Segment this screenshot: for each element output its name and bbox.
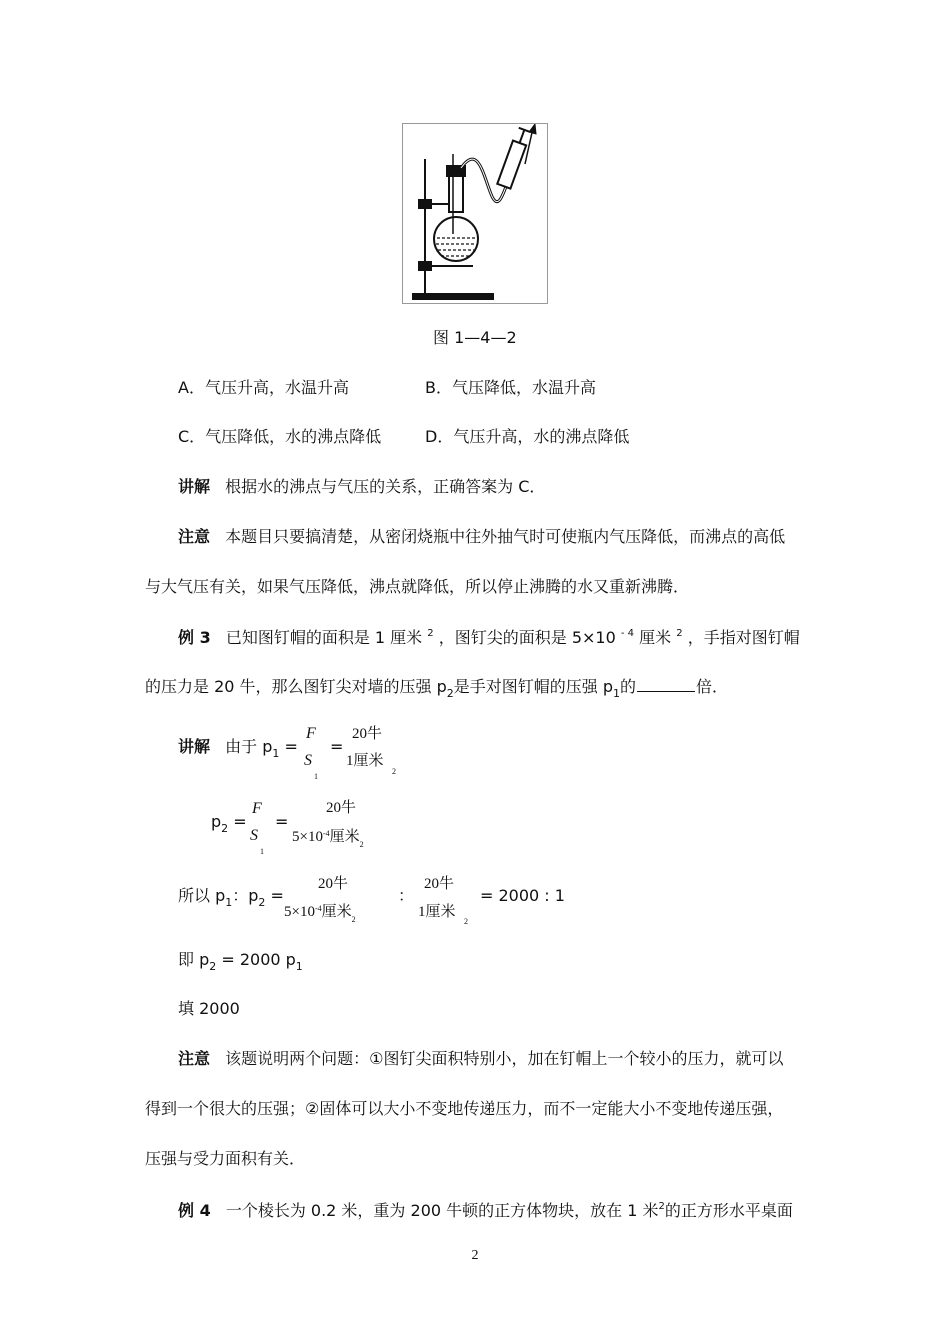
- den5-unit-3: 厘米: [321, 904, 352, 920]
- ratio-sub2: 2: [258, 896, 266, 909]
- p2-sub: 2: [221, 822, 229, 835]
- ratio-expr: [178, 886, 284, 908]
- ratio-sub1: 1: [225, 896, 233, 909]
- example3-label: 例 3: [178, 628, 211, 647]
- p1-prefix: 由于 p: [225, 737, 273, 756]
- frac-s-sub-2: 1: [260, 847, 264, 856]
- ex3-l2-c: 的: [620, 677, 637, 696]
- ex3-text-c: 厘米: [639, 628, 672, 647]
- explain-paragraph: [178, 477, 545, 497]
- ex3-text-d: ，手指对图钉帽: [687, 628, 800, 647]
- ex4-text-b: 的正方形水平桌面: [664, 1201, 793, 1220]
- frac-num-4: 20牛: [424, 876, 455, 892]
- note-line-1: 本题目只要搞清楚，从密闭烧瓶中往外抽气时可使瓶内气压降低，而沸点的高低: [225, 527, 786, 546]
- p2-var: p: [211, 812, 222, 831]
- p2-expr: [211, 812, 247, 834]
- figure-caption: 图 1—4—2: [433, 328, 517, 347]
- explain-p1: [178, 737, 298, 759]
- note2-label: 注意: [178, 1049, 211, 1068]
- frac-s-sub-1: 1: [314, 772, 318, 781]
- p1-sub: 1: [272, 747, 280, 760]
- ratio-result: = 2000 : 1: [480, 886, 565, 905]
- note2-paragraph: [178, 1049, 783, 1069]
- den5-exp-3: -4: [314, 904, 322, 913]
- frac-num-3: 20牛: [318, 876, 349, 892]
- note-line-2: 与大气压有关，如果气压降低，沸点就降低，所以停止沸腾的水又重新沸腾．: [145, 577, 690, 596]
- ex3-l2-b: 是手对图钉帽的压强 p: [453, 677, 614, 696]
- frac-den-1: 1厘米: [346, 753, 384, 769]
- so-sub2: 1: [295, 960, 303, 973]
- frac-den-4: 1厘米: [418, 904, 456, 920]
- example4-label: 例 4: [178, 1201, 211, 1220]
- answer-blank: [637, 677, 695, 692]
- den5-sub-3: 2: [351, 915, 356, 924]
- frac-num-2: 20牛: [326, 800, 357, 816]
- den5-unit: 厘米: [329, 829, 360, 845]
- eq-sign-2: =: [330, 737, 344, 756]
- ex3-text-b: ，图钉尖的面积是 5×10: [438, 628, 616, 647]
- frac-s-1: S: [304, 752, 312, 769]
- ratio-colon: ：p: [232, 886, 259, 905]
- frac-s-2: S: [250, 827, 258, 844]
- example4-line: [178, 1201, 793, 1224]
- ex3-l2-a: 的压力是 20 牛，那么图钉尖对墙的压强 p: [145, 677, 447, 696]
- ex4-text-a: 一个棱长为 0.2 米，重为 200 牛顿的正方体物块，放在 1 米: [225, 1201, 659, 1220]
- ex3-l2-sub1: 2: [446, 687, 454, 700]
- frac-num-1: 20牛: [352, 726, 383, 742]
- example3-line2: [145, 677, 728, 699]
- den5-exp: -4: [322, 829, 330, 838]
- frac-den-2: [292, 827, 364, 849]
- ex3-text-a: 已知图钉帽的面积是 1 厘米: [225, 628, 423, 647]
- p2-eq-2: =: [275, 812, 289, 831]
- frac-f-2: F: [252, 800, 262, 817]
- p2-eq: =: [233, 812, 247, 831]
- so-mid: = 2000 p: [221, 950, 296, 969]
- ex3-sup-3: 2: [676, 628, 683, 639]
- ratio-mid: ：: [398, 886, 415, 905]
- so-prefix: 即 p: [178, 950, 210, 969]
- option-a: A．气压升高，水温升高: [178, 378, 349, 397]
- option-b: B．气压降低，水温升高: [425, 378, 596, 397]
- flask-pump-diagram: [403, 124, 547, 303]
- so-sub1: 2: [209, 960, 217, 973]
- ex4-sup: 2: [658, 1201, 665, 1212]
- option-c: C．气压降低，水的沸点降低: [178, 427, 382, 446]
- ex3-l2-sub2: 1: [613, 687, 621, 700]
- den5-base-3: 5×10: [284, 904, 315, 920]
- ratio-prefix: 所以 p: [178, 886, 226, 905]
- ex3-explain-label: 讲解: [178, 737, 211, 756]
- note2-line-2: 得到一个很大的压强；②固体可以大小不变地传递压力，而不一定能大小不变地传递压强，: [145, 1099, 784, 1118]
- page-number: 2: [471, 1248, 479, 1263]
- ex3-sup-1: 2: [427, 628, 434, 639]
- note-paragraph: [178, 527, 785, 547]
- eq-sign: =: [284, 737, 298, 756]
- den5-sub: 2: [359, 840, 364, 849]
- option-d: D．气压升高，水的沸点降低: [425, 427, 630, 446]
- den5-base: 5×10: [292, 829, 323, 845]
- ex3-sup-2: - 4: [620, 628, 635, 639]
- frac-den-4-sub: 2: [464, 917, 468, 926]
- example3-line1: [178, 628, 800, 651]
- frac-den-3: [284, 902, 356, 924]
- ex3-l2-d: 倍．: [696, 677, 729, 696]
- explain-label: 讲解: [178, 477, 211, 496]
- fill-answer: 填 2000: [178, 999, 240, 1018]
- note2-line-3: 压强与受力面积有关．: [145, 1149, 306, 1168]
- ratio-eq: =: [270, 886, 284, 905]
- so-expr: [178, 950, 303, 972]
- note2-line-1: 该题说明两个问题：①图钉尖面积特别小，加在钉帽上一个较小的压力，就可以: [225, 1049, 784, 1068]
- frac-den-1-sub: 2: [392, 767, 396, 776]
- apparatus-figure: [402, 123, 548, 304]
- explain-text: 根据水的沸点与气压的关系，正确答案为 C．: [225, 477, 546, 496]
- frac-f-1: F: [306, 725, 316, 742]
- note-label: 注意: [178, 527, 211, 546]
